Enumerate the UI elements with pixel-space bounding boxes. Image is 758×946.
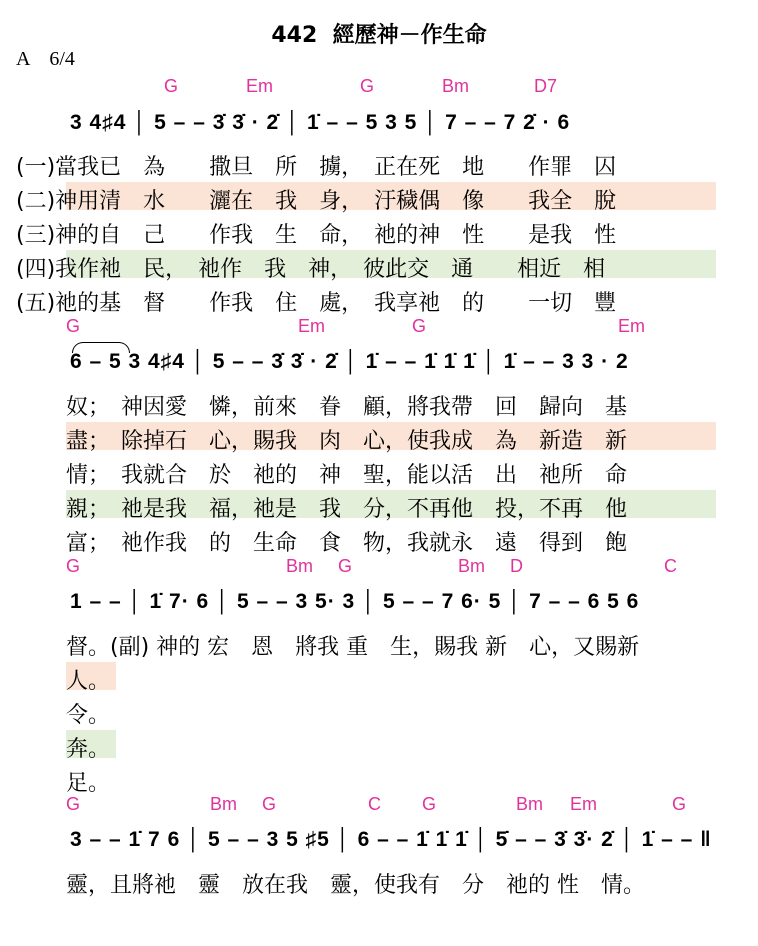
- notes-line: 3 – – 1̇ 7 6 │ 5 – – 3 5 ♯5 │ 6 – – 1̇ 1̇ 1̇ │ 5̇ – – 3̇ 3̇· 2̇ │ 1̇ – – ‖: [70, 828, 712, 851]
- lyric-verse-1: (一)當我已 為 撒旦 所 擄， 正在死 地 作罪 囚: [16, 155, 617, 180]
- lyric-verse-1: 奴； 神因愛 憐，前來 眷 顧，將我帶 回 歸向 基: [66, 395, 628, 420]
- lyric-verse-3-end: 令。: [66, 703, 111, 728]
- chord-g: G: [164, 76, 179, 96]
- notes-line: 1 – – │ 1̇ 7· 6 │ 5 – – 3 5· 3 │ 5 – – 7 6· 5 │ 7 – – 6 5 6: [70, 590, 640, 613]
- lyric-verse-3: (三)神的自 己 作我 生 命， 祂的神 性 是我 性: [16, 223, 617, 248]
- lyric-verse-4: 親； 祂是我 福，祂是 我 分，不再他 投，不再 他: [66, 497, 628, 522]
- chord-c: C: [368, 794, 381, 814]
- page-title: 442 經歷神－作生命: [271, 23, 487, 48]
- chord-bm: Bm: [516, 794, 543, 814]
- lyric-verse-2: 盡； 除掉石 心，賜我 肉 心，使我成 為 新造 新: [66, 429, 628, 454]
- chord-em: Em: [570, 794, 597, 814]
- key-signature: A 6/4: [16, 48, 75, 70]
- notes-line: 6 – 5 3 4♯4 │ 5 – – 3̇ 3̇ · 2̇ │ 1̇ – – 1̇ 1̇ 1̇ │ 1̇ – – 3 3 · 2: [70, 350, 629, 373]
- chord-c: C: [664, 556, 677, 576]
- chord-d: D: [510, 556, 523, 576]
- chord-em: Em: [618, 316, 645, 336]
- chord-g: G: [422, 794, 437, 814]
- chord-g: G: [338, 556, 353, 576]
- chord-em: Em: [246, 76, 273, 96]
- chord-g: G: [66, 794, 81, 814]
- chord-em: Em: [298, 316, 325, 336]
- chord-bm: Bm: [210, 794, 237, 814]
- chord-bm: Bm: [286, 556, 313, 576]
- chord-d7: D7: [534, 76, 558, 96]
- lyric-verse-3: 情； 我就合 於 祂的 神 聖，能以活 出 祂所 命: [66, 463, 628, 488]
- chord-g: G: [262, 794, 277, 814]
- lyric-verse-4-end: 奔。: [66, 737, 111, 762]
- notes-line: 3 4♯4 │ 5 – – 3̇ 3̇ · 2̇ │ 1̇ – – 5 3 5 │ 7 – – 7 2̇ · 6: [70, 111, 571, 134]
- lyric-verse-2-end: 人。: [66, 669, 111, 694]
- chord-g: G: [66, 556, 81, 576]
- lyric-chorus: 督。(副) 神的 宏 恩 將我 重 生，賜我 新 心，又賜新: [66, 635, 640, 660]
- chord-bm: Bm: [442, 76, 469, 96]
- chord-g: G: [66, 316, 81, 336]
- chord-g: G: [360, 76, 375, 96]
- chord-bm: Bm: [458, 556, 485, 576]
- lyric-verse-5: 富； 祂作我 的 生命 食 物，我就永 遠 得到 飽: [66, 531, 628, 556]
- lyric-verse-5: (五)祂的基 督 作我 住 處， 我享祂 的 一切 豐: [16, 291, 617, 316]
- lyric-verse-5-end: 足。: [66, 771, 111, 796]
- chord-g: G: [412, 316, 427, 336]
- lyric-verse-4: (四)我作祂 民， 祂作 我 神， 彼此交 通 相近 相: [16, 257, 606, 282]
- lyric-verse-2: (二)神用清 水 灑在 我 身， 汙穢偶 像 我全 脫: [16, 189, 617, 214]
- chord-g: G: [672, 794, 687, 814]
- lyric-chorus: 靈，且將祂 靈 放在我 靈，使我有 分 祂的 性 情。: [66, 873, 645, 898]
